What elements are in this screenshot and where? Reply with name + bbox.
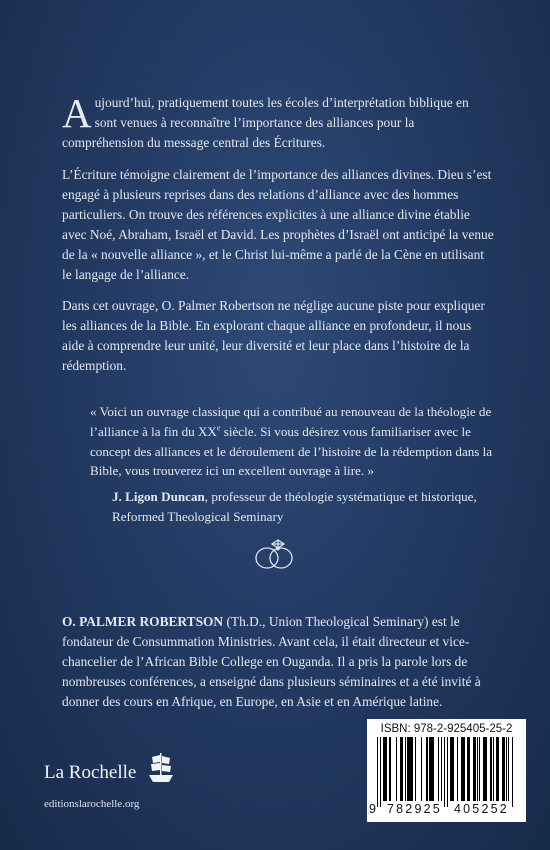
barcode-digit-group-2: 405252 — [454, 802, 509, 816]
intro-paragraph — [62, 90, 494, 153]
book-summary-paragraph: Dans cet ouvrage, O. Palmer Robertson ne néglige aucune piste pour expliquer les alliances de la Bible. En explorant chaque alliance en profondeur, il nous aide à comprendre leur unité, leur diversité et leur place dans l’histoire de la rédemption. — [62, 298, 485, 373]
publisher-logo — [44, 752, 184, 792]
quote-text-start: « Voici un ouvrage classique qui a contribué au renouveau de la théologie de l’alliance à la fin du XX — [90, 404, 492, 439]
endorsement-quote — [90, 402, 495, 481]
author-bio — [62, 612, 494, 712]
quote-text-end: siècle. Si vous désirez vous familiariser avec le concept des alliances et le déroulement de l’histoire de la rédemption dans la Bible, vous trouverez ici un excellent ouvrage à lire. » — [90, 423, 493, 479]
isbn-label: ISBN: 978-2-925405-25-2 — [380, 723, 513, 735]
publisher-name: La Rochelle — [44, 762, 137, 783]
publisher-website: editionslarochelle.org — [44, 798, 140, 810]
drop-cap: A — [62, 90, 92, 136]
barcode-digit-first: 9 — [369, 802, 376, 816]
quote-superscript: e — [216, 423, 221, 433]
author-bio-text: (Th.D., Union Theological Seminary) est le fondateur de Consummation Ministries. Avant cela, il était directeur et vice-chancelier de l’African Bible College en Ouganda. Il a pris la parole lors de nombreuses conférences, a enseigné dans plusieurs séminaires et a été invité à donner des cours en Afrique, en Europe, en Asie et en Amérique latine. — [62, 614, 481, 709]
wedding-rings-icon — [250, 536, 302, 572]
barcode-digit-group-1: 782925 — [387, 802, 442, 816]
author-name: O. PALMER ROBERTSON — [62, 614, 224, 629]
intro-text: ujourd’hui, pratiquement toutes les écoles d’interprétation biblique en sont venues à reconnaître l’importance des alliances pour la compréhension du message central des Écritures. — [62, 95, 469, 150]
endorser-title: , professeur de théologie systématique et historique, Reformed Theological Seminary — [112, 489, 477, 524]
endorser-name: J. Ligon Duncan — [112, 489, 205, 504]
sailing-ship-icon — [148, 752, 174, 786]
barcode-bars — [377, 737, 522, 805]
isbn-barcode — [367, 719, 526, 822]
covenant-paragraph: L’Écriture témoigne clairement de l’importance des alliances divines. Dieu s’est engagé à plusieurs reprises dans des relations d’alliance avec des hommes particuliers. On trouve des références explicites à une alliance divine établie avec Noé, Abraham, Israël et David. Les prophètes d’Israël ont anticipé la venue de la « nouvelle alliance », et le Christ lui-même a parlé de la Cène en utilisant le langage de l’alliance. — [62, 167, 494, 282]
endorsement-attribution — [112, 487, 492, 527]
